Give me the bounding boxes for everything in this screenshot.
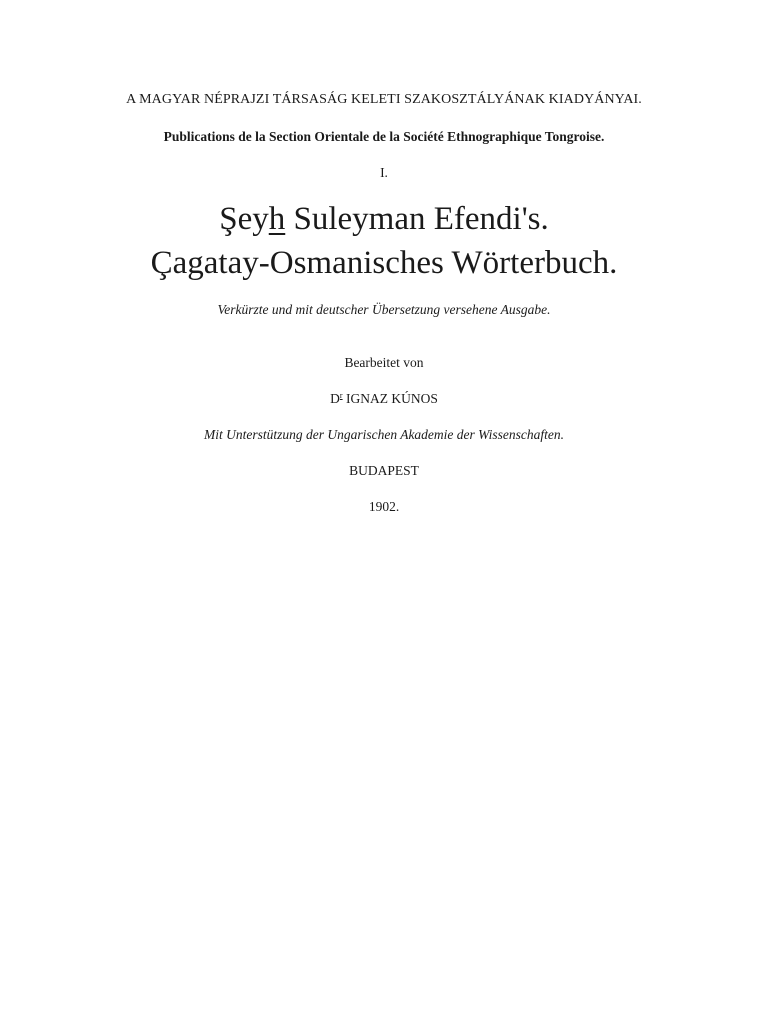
imprint-place: BUDAPEST <box>349 463 419 478</box>
author-fullname: IGNAZ KÚNOS <box>342 391 438 406</box>
title-suffix: Suleyman Efendi's. <box>285 201 549 237</box>
subtitle: Verkürzte und mit deutscher Übersetzung versehene Ausgabe. <box>217 302 551 317</box>
author-name <box>0 391 768 407</box>
author-title-prefix: D <box>330 391 340 406</box>
main-title-line-1 <box>0 199 768 239</box>
imprint-year: 1902. <box>368 499 400 514</box>
series-heading: A MAGYAR NÉPRAJZI TÁRSASÁG KELETI SZAKOSZTÁLYÁNAK KIADYÁNYAI. <box>126 92 642 107</box>
publications-heading: Publications de la Section Orientale de la Société Ethnographique Tongroise. <box>163 129 605 144</box>
edited-by: Bearbeitet von <box>344 355 424 370</box>
title-prefix: Şey <box>219 201 269 237</box>
support-note: Mit Unterstützung der Ungarischen Akademie der Wissenschaften. <box>203 427 565 442</box>
title-underlined-letter: h <box>268 201 286 237</box>
volume-number: I. <box>380 165 388 180</box>
main-title-line-2: Çagatay-Osmanisches Wörterbuch. <box>150 245 618 281</box>
author-title-superscript: r <box>339 391 343 400</box>
